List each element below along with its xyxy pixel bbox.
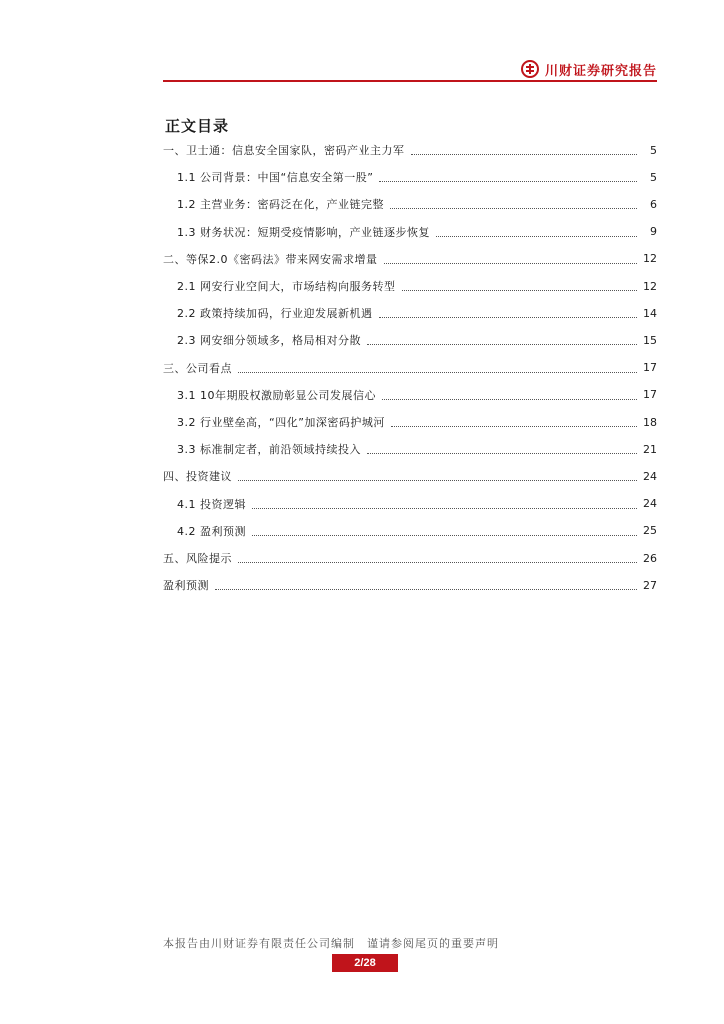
toc-entry[interactable] <box>177 412 657 432</box>
dot-leader <box>238 479 637 481</box>
dot-leader <box>238 561 637 563</box>
dot-leader <box>390 207 637 209</box>
toc-entry-page: 18 <box>643 415 657 429</box>
dot-leader <box>402 289 638 291</box>
toc-entry-page: 24 <box>643 469 657 483</box>
toc-entry[interactable] <box>177 330 657 350</box>
toc-entry[interactable] <box>163 466 657 486</box>
toc-entry-label: 2.3 网安细分领域多，格局相对分散 <box>177 334 361 348</box>
toc-entry-page: 15 <box>643 333 657 347</box>
brand-name: 川财证券研究报告 <box>544 63 657 79</box>
page-number-badge: 2/28 <box>332 954 398 972</box>
toc-entry[interactable] <box>163 575 657 595</box>
toc-entry[interactable] <box>177 303 657 323</box>
toc-entry-page: 17 <box>643 388 657 402</box>
dot-leader <box>384 262 638 264</box>
toc-entry[interactable] <box>177 385 657 405</box>
toc-entry[interactable] <box>163 548 657 568</box>
dot-leader <box>252 507 637 509</box>
toc-entry-label: 二、等保2.0《密码法》带来网安需求增量 <box>163 252 378 266</box>
toc-entry[interactable] <box>177 222 657 242</box>
toc-entry-page: 17 <box>643 361 657 375</box>
toc-entry-page: 9 <box>650 225 657 239</box>
toc-entry-page: 6 <box>650 197 657 211</box>
dot-leader <box>238 371 637 373</box>
toc-entry-page: 5 <box>650 143 657 157</box>
toc-entry-label: 2.1 网安行业空间大，市场结构向服务转型 <box>177 280 396 293</box>
page-header <box>163 58 657 82</box>
toc-entry-label: 1.1 公司背景：中国“信息安全第一股” <box>177 171 374 185</box>
toc-entry-label: 一、卫士通：信息安全国家队，密码产业主力军 <box>163 144 405 157</box>
toc-entry-label: 盈利预测 <box>163 579 209 593</box>
header-divider <box>163 80 657 82</box>
chuancai-logo-icon <box>521 60 539 78</box>
toc-entry[interactable] <box>177 439 657 459</box>
dot-leader <box>382 398 637 400</box>
toc-entry-page: 21 <box>643 442 657 456</box>
toc-entry-page: 12 <box>643 279 657 293</box>
toc-entry-label: 1.3 财务状况：短期受疫情影响，产业链逐步恢复 <box>177 225 430 239</box>
toc-entry-page: 14 <box>643 306 657 320</box>
toc-entry-label: 五、风险提示 <box>163 552 232 565</box>
brand <box>521 58 657 80</box>
toc-entry[interactable] <box>177 276 657 296</box>
toc-entry[interactable] <box>177 494 657 514</box>
toc-entry-page: 12 <box>643 252 657 266</box>
toc-entry-label: 3.3 标准制定者，前沿领域持续投入 <box>177 443 361 457</box>
toc-entry-page: 25 <box>643 524 657 538</box>
dot-leader <box>215 588 637 590</box>
dot-leader <box>391 425 637 427</box>
toc-entry-label: 4.1 投资逻辑 <box>177 497 246 511</box>
toc-entry-page: 24 <box>643 497 657 511</box>
toc-entry[interactable] <box>163 358 657 378</box>
dot-leader <box>379 180 637 182</box>
toc-entry[interactable] <box>163 140 657 160</box>
toc-entry-label: 1.2 主营业务：密码泛在化，产业链完整 <box>177 198 384 212</box>
toc-entry-label: 3.2 行业壁垒高，“四化”加深密码护城河 <box>177 416 385 429</box>
toc-entry-label: 4.2 盈利预测 <box>177 524 246 538</box>
footer-disclaimer: 本报告由川财证券有限责任公司编制 谨请参阅尾页的重要声明 <box>163 937 499 950</box>
toc-entry-label: 三、公司看点 <box>163 361 232 375</box>
toc-entry-label: 3.1 10年期股权激励彰显公司发展信心 <box>177 388 376 402</box>
dot-leader <box>436 235 637 237</box>
toc-entry[interactable] <box>177 194 657 214</box>
toc-entry-label: 四、投资建议 <box>163 470 232 484</box>
toc-entry-page: 5 <box>650 170 657 184</box>
toc-entry[interactable] <box>177 167 657 187</box>
dot-leader <box>252 534 637 536</box>
toc-entry[interactable] <box>163 249 657 269</box>
toc-entry[interactable] <box>177 521 657 541</box>
toc-title: 正文目录 <box>165 117 230 135</box>
dot-leader <box>367 452 637 454</box>
toc-entry-page: 26 <box>643 551 657 565</box>
toc-entry-page: 27 <box>643 578 657 592</box>
dot-leader <box>379 316 638 318</box>
dot-leader <box>367 343 637 345</box>
toc-entry-label: 2.2 政策持续加码，行业迎发展新机遇 <box>177 307 373 321</box>
dot-leader <box>411 153 638 155</box>
